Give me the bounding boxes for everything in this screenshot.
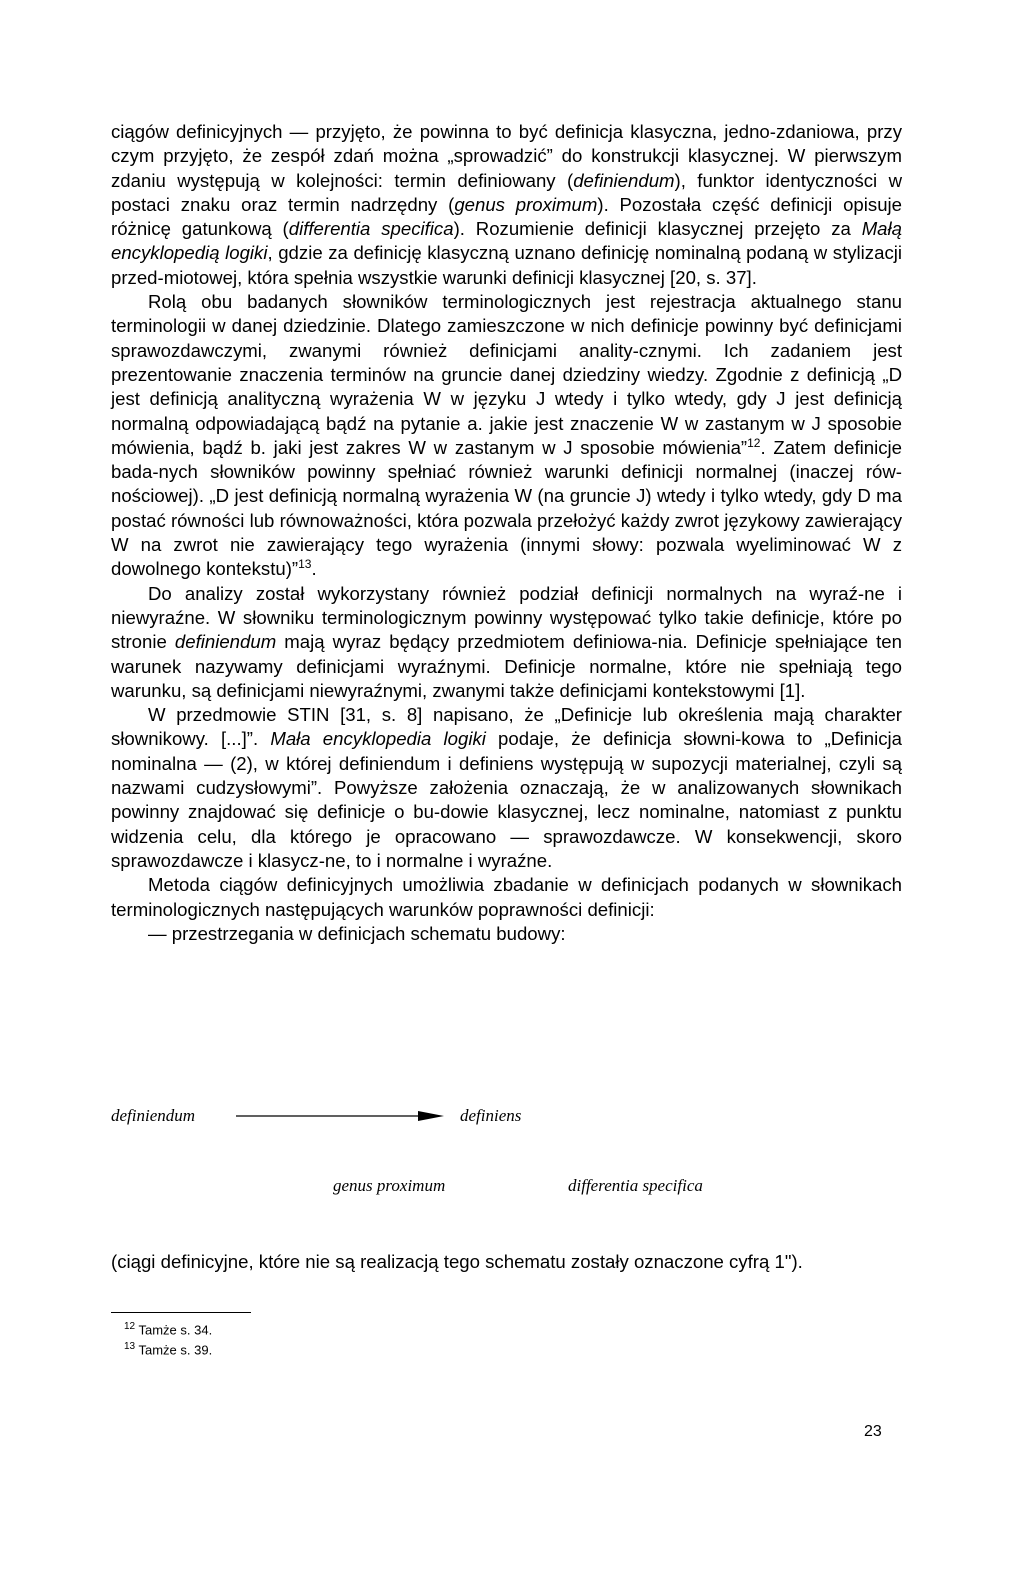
text-run: podaje, że definicja słowni-kowa to „Definicja nominalna — (2), w której definiendum i definiens występują w supozycji materialnej, czyli są nazwami cudzysłowymi”. Powyższe założenia oznaczają, że w analizowanych słownikach powinny znajdować się definicje o bu-dowie klasycznej, lecz nominalne, natomiast z punktu widzenia celu, dla którego je opracowano — sprawozdawcze. W konsekwencji, skoro sprawozdawcze i klasycz-ne, to i normalne i wyraźne. [111, 728, 902, 871]
paragraph-3 [111, 582, 902, 703]
footnote-text: Tamże s. 39. [135, 1342, 213, 1358]
text-run: ), funktor identyczności w postaci znaku oraz termin nadrzędny ( [111, 169, 902, 215]
schema-definiendum: definiendum [111, 1106, 196, 1125]
footnote-item [124, 1338, 212, 1358]
italic-term: definiendum [174, 631, 277, 653]
text-run: Do analizy został wykorzystany również podział definicji normalnych na wyraź-ne i niewyraźne. W słowniku terminologicznym powinny występować tylko takie definicje, które po stronie [111, 582, 902, 653]
text-run: . Zatem definicje bada-nych słowników powinny spełniać również warunki definicji normalnej (inaczej rów-nościowej). „D jest definicją normalną wyrażenia W (na gruncie J) wtedy i tylko wtedy, gdy D ma postać równości lub równoważności, która pozwala przełożyć każdy zwrot językowy zawierający W na zwrot nie zawierający tego wyrażenia (innymi słowy: pozwala wyeliminować W z dowolnego kontekstu)” [111, 436, 902, 580]
text-run: ). Pozostała część definicji opisuje różnicę gatunkową ( [111, 193, 903, 240]
italic-term: Mała encyklopedia logiki [270, 728, 486, 750]
schema-definiens: definiens [460, 1106, 522, 1125]
text-run: ). Rozumienie definicji klasycznej przejęto za [453, 218, 862, 240]
schema-genus-proximum: genus proximum [333, 1176, 446, 1195]
footnote-ref: 13 [298, 557, 312, 572]
footnote-ref: 12 [747, 435, 761, 450]
italic-term: definiendum [573, 169, 675, 191]
italic-term: Małą encyklopedią logiki [111, 218, 902, 264]
list-item: — przestrzegania w definicjach schematu budowy: [148, 922, 566, 944]
schema-arrow-icon [232, 1108, 452, 1124]
page-number: 23 [864, 1423, 882, 1440]
text-run: ciągów definicyjnych — przyjęto, że powinna to być definicja klasyczna, jedno-zdaniowa, przy czym przyjęto, że zespół zdań można „sprowadzić” do konstrukcji klasycznej. W pierwszym zdaniu występują w kolejności: termin definiowany ( [111, 121, 902, 191]
text-run: , gdzie za definicję klasyczną uznano definicję nominalną podaną w stylizacji przed-miotowej, która spełnia wszystkie warunki definicji klasycznej [20, s. 37]. [111, 242, 902, 288]
paragraph-2 [111, 290, 902, 582]
footnote-number: 13 [124, 1341, 136, 1353]
text-run: mają wyraz będący przedmiotem definiowa-nia. Definicje spełniające ten warunek nazywamy definicjami wyraźnymi. Definicje normalne, które nie spełniają tego warunku, są definicjami niewyraźnymi, zwanymi także definicjami kontekstowymi [1]. [111, 631, 902, 701]
text-run: W przedmowie STIN [31, s. 8] napisano, że „Definicje lub określenia mają charakter słownikowy. [...]”. [111, 704, 902, 750]
text-run: Rolą obu badanych słowników terminologicznych jest rejestracja aktualnego stanu terminologii w danej dziedzinie. Dlatego zamieszczone w nich definicje powinny być definicjami sprawozdawczymi, zwanymi również definicjami anality-cznymi. Ich zadaniem jest prezentowanie znaczenia terminów na gruncie danej dziedziny wiedzy. Zgodnie z definicją „D jest definicją analityczną wyrażenia W w języku J wtedy i tylko wtedy, gdy J jest definicją normalną odpowiadającą bądź na pytanie a. jakie jest znaczenie W w zastanym w J sposobie mówienia, bądź b. jaki jest zakres W w zastanym w J sposobie mówienia” [111, 291, 902, 458]
footnotes [124, 1318, 212, 1359]
paragraph-5: Metoda ciągów definicyjnych umożliwia zbadanie w definicjach podanych w słownikach terminologicznych następujących warunków poprawności definicji: [111, 874, 902, 920]
italic-term: genus proximum [454, 193, 598, 215]
main-text [111, 120, 902, 946]
schema-differentia-specifica: differentia specifica [568, 1176, 703, 1195]
paragraph-1 [111, 120, 902, 290]
italic-term: differentia specifica [288, 218, 454, 240]
footnote-number: 12 [124, 1321, 136, 1332]
footnote-divider [111, 1312, 251, 1313]
footnote-text: Tamże s. 34. [135, 1322, 213, 1338]
schema-note: (ciągi definicyjne, które nie są realizacją tego schematu zostały oznaczone cyfrą 1"). [111, 1251, 803, 1272]
text-run: . [311, 558, 317, 580]
footnote-item [124, 1318, 212, 1338]
paragraph-4 [111, 703, 902, 873]
